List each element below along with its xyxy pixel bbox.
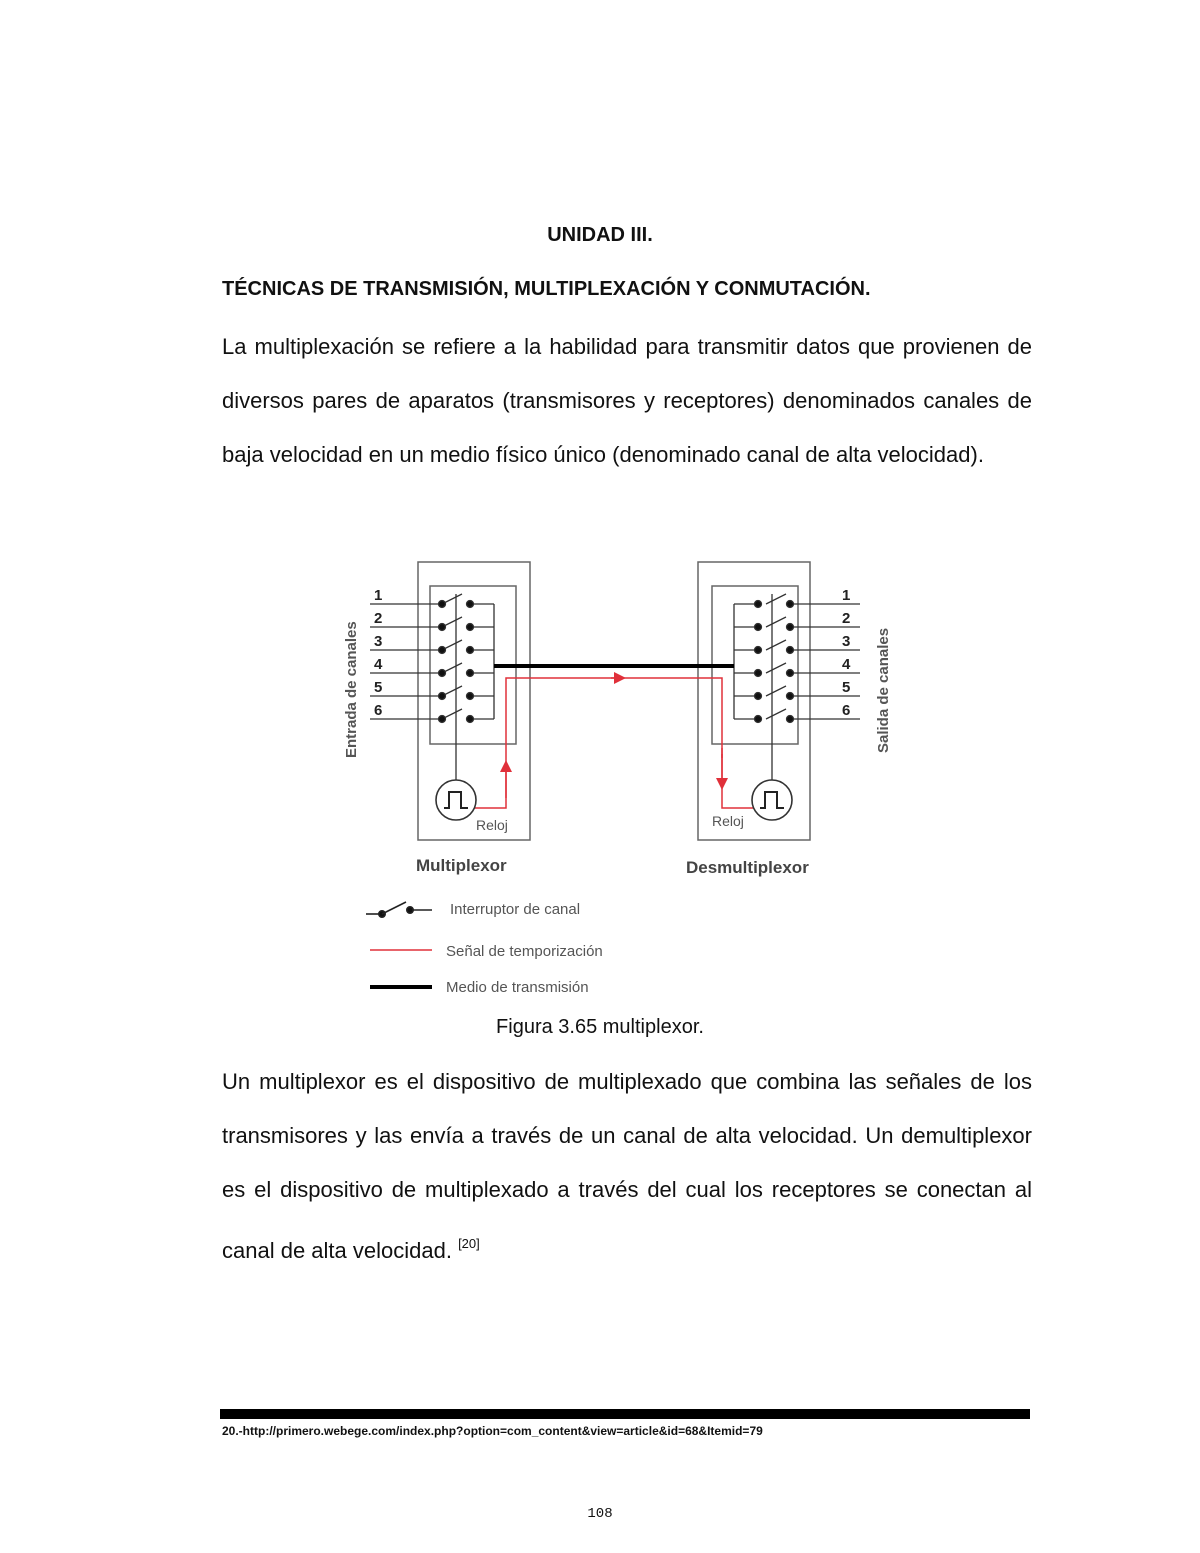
- timing-signal-path: [470, 678, 760, 808]
- legend-switch-label: Interruptor de canal: [450, 901, 581, 918]
- mux-channel-1: 1: [374, 587, 383, 604]
- demux-channel-5: 5: [842, 679, 851, 696]
- demux-channel-6: 6: [842, 702, 851, 719]
- paragraph-intro: La multiplexación se refiere a la habilidad para transmitir datos que provienen de diversos pares de aparatos (transmisores y receptores) denominados canales de baja velocidad en un medio físico único (denominado canal de alta velocidad).: [222, 334, 1032, 467]
- footnote-rule: [220, 1409, 1030, 1419]
- legend-timing-label: Señal de temporización: [446, 943, 603, 960]
- mux-channel-2: 2: [374, 610, 383, 627]
- paragraph-multiplexor-text: Un multiplexor es el dispositivo de multiplexado que combina las señales de los transmisores y las envía a través de un canal de alta velocidad. Un demultiplexor es el dispositivo de multiplexado a través del cual los receptores se conectan al canal de alta velocidad.: [222, 1069, 1032, 1263]
- demux-channel-2: 2: [842, 610, 851, 627]
- mux-clock-icon: [436, 780, 476, 820]
- demux-channel-3: 3: [842, 633, 851, 650]
- mux-label: Multiplexor: [416, 856, 507, 875]
- legend: [366, 901, 603, 996]
- paragraph-multiplexor: [222, 1055, 1032, 1278]
- unit-title: UNIDAD III.: [547, 224, 653, 246]
- mux-channel-switches: [370, 594, 494, 780]
- legend-medium-label: Medio de transmisión: [446, 979, 589, 996]
- mux-channel-4: 4: [374, 656, 383, 673]
- legend-switch-icon: [366, 902, 432, 917]
- mux-clock-label: Reloj: [476, 817, 508, 833]
- demux-clock-label: Reloj: [712, 813, 744, 829]
- footnote: 20.-http://primero.webege.com/index.php?option=com_content&view=article&id=68&Itemid=79: [222, 1424, 763, 1438]
- citation: [20]: [458, 1236, 480, 1251]
- demux-label: Desmultiplexor: [686, 858, 809, 877]
- section-title: TÉCNICAS DE TRANSMISIÓN, MULTIPLEXACIÓN Y CONMUTACIÓN.: [222, 278, 871, 300]
- demux-clock-icon: [752, 780, 792, 820]
- figure-caption: Figura 3.65 multiplexor.: [496, 1016, 704, 1038]
- output-channels-label: Salida de canales: [875, 627, 892, 753]
- input-channels-label: Entrada de canales: [343, 621, 360, 758]
- demux-channel-1: 1: [842, 587, 851, 604]
- mux-channel-3: 3: [374, 633, 383, 650]
- multiplexer-figure: [320, 558, 910, 1008]
- mux-channel-5: 5: [374, 679, 383, 696]
- mux-channel-6: 6: [374, 702, 383, 719]
- demux-channel-4: 4: [842, 656, 851, 673]
- page-number: 108: [587, 1506, 613, 1522]
